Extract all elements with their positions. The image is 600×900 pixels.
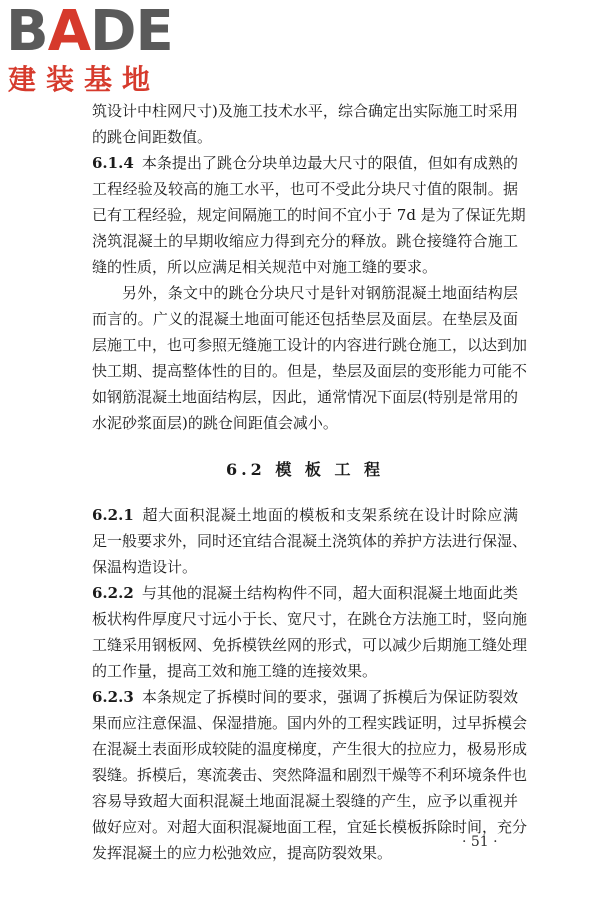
line-text: 足一般要求外，同时还宜结合混凝土浇筑体的养护方法进行保湿、 (92, 532, 528, 550)
text-line (92, 202, 526, 228)
line-text: 水泥砂浆面层)的跳仓间距值会减小。 (92, 414, 338, 432)
paragraph (92, 280, 528, 436)
line-text: 层施工中，也可参照无缝施工设计的内容进行跳仓施工，以达到加 (92, 336, 528, 354)
paragraph (92, 684, 528, 866)
logo-letters: BADE (6, 0, 173, 64)
line-text: 裂缝。拆模后，寒流袭击、突然降温和剧烈干燥等不利环境条件也 (92, 766, 528, 784)
line-text: 已有工程经验，规定间隔施工的时间不宜小于 7d 是为了保证先期 (92, 206, 526, 224)
line-text: 与其他的混凝土结构构件不同，超大面积混凝土地面此类 (141, 584, 518, 602)
line-text: 本条规定了拆模时间的要求，强调了拆模后为保证防裂效 (141, 688, 518, 706)
text-line (92, 358, 528, 384)
line-text: 工程经验及较高的施工水平，也可不受此分块尺寸值的限制。据 (92, 180, 518, 198)
text-line (92, 150, 518, 176)
section-6-1-text (92, 98, 528, 436)
text-line (92, 814, 528, 840)
line-text: 缝的性质，所以应满足相关规范中对施工缝的要求。 (92, 258, 438, 276)
line-text: 做好应对。对超大面积混凝地面工程，宜延长模板拆除时间，充分 (92, 818, 528, 836)
paragraph (92, 580, 528, 684)
text-line (92, 410, 518, 436)
logo-subtitle: 建装基地 (8, 63, 161, 96)
text-line (92, 98, 518, 124)
line-text: 本条提出了跳仓分块单边最大尺寸的限值，但如有成熟的 (141, 154, 518, 172)
line-text: 保温构造设计。 (92, 558, 198, 576)
line-text: 板状构件厚度尺寸远小于长、宽尺寸，在跳仓方法施工时，竖向施 (92, 610, 528, 628)
line-text: 的工作量，提高工效和施工缝的连接效果。 (92, 662, 378, 680)
paragraph (92, 150, 526, 280)
document-body (92, 98, 528, 866)
line-text: 浇筑混凝土的早期收缩应力得到充分的释放。跳仓接缝符合施工 (92, 232, 518, 250)
line-text: 容易导致超大面积混凝土地面混凝土裂缝的产生，应予以重视并 (92, 792, 518, 810)
clause-number: 6.2.3 (92, 688, 134, 706)
line-text: 筑设计中柱网尺寸)及施工技术水平，综合确定出实际施工时采用 (92, 102, 518, 120)
line-text: 超大面积混凝土地面的模板和支架系统在设计时除应满 (141, 506, 518, 524)
line-text: 工缝采用钢板网、免拆模铁丝网的形式，可以减少后期施工缝处理 (92, 636, 528, 654)
text-line (92, 658, 518, 684)
page-number: · 51 · (462, 834, 498, 850)
text-line (92, 176, 518, 202)
paragraph (92, 502, 528, 580)
line-text: 另外，条文中的跳仓分块尺寸是针对钢筋混凝土地面结构层 (122, 284, 518, 302)
section-heading-6-2: 6.2 模 板 工 程 (225, 460, 385, 479)
clause-number: 6.2.1 (92, 506, 134, 524)
paragraph (92, 98, 518, 150)
line-text: 快工期、提高整体性的目的。但是，垫层及面层的变形能力可能不 (92, 362, 528, 380)
logo-wordmark (6, 2, 173, 62)
line-text: 如钢筋混凝土地面结构层，因此，通常情况下面层(特别是常用的 (92, 388, 518, 406)
text-line (92, 280, 518, 306)
clause-number: 6.1.4 (92, 154, 134, 172)
text-line (92, 306, 518, 332)
text-line (92, 384, 518, 410)
text-line (92, 762, 528, 788)
line-text: 而言的。广义的混凝土地面可能还包括垫层及面层。在垫层及面 (92, 310, 518, 328)
text-line (92, 606, 528, 632)
text-line (92, 632, 528, 658)
text-line (92, 528, 528, 554)
text-line (92, 580, 518, 606)
section-6-2-text (92, 502, 528, 866)
text-line (92, 684, 518, 710)
line-text: 果而应注意保温、保湿措施。国内外的工程实践证明，过早拆模会 (92, 714, 528, 732)
text-line (92, 840, 518, 866)
bade-logo (6, 2, 186, 102)
line-text: 发挥混凝土的应力松弛效应，提高防裂效果。 (92, 844, 393, 862)
text-line (92, 228, 518, 254)
text-line (92, 788, 518, 814)
text-line (92, 254, 518, 280)
text-line (92, 710, 528, 736)
text-line (92, 332, 528, 358)
line-text: 在混凝土表面形成较陡的温度梯度，产生很大的拉应力，极易形成 (92, 740, 528, 758)
line-text: 的跳仓间距数值。 (92, 128, 213, 146)
text-line (92, 124, 518, 150)
clause-number: 6.2.2 (92, 584, 134, 602)
text-line (92, 502, 518, 528)
text-line (92, 736, 528, 762)
text-line (92, 554, 518, 580)
